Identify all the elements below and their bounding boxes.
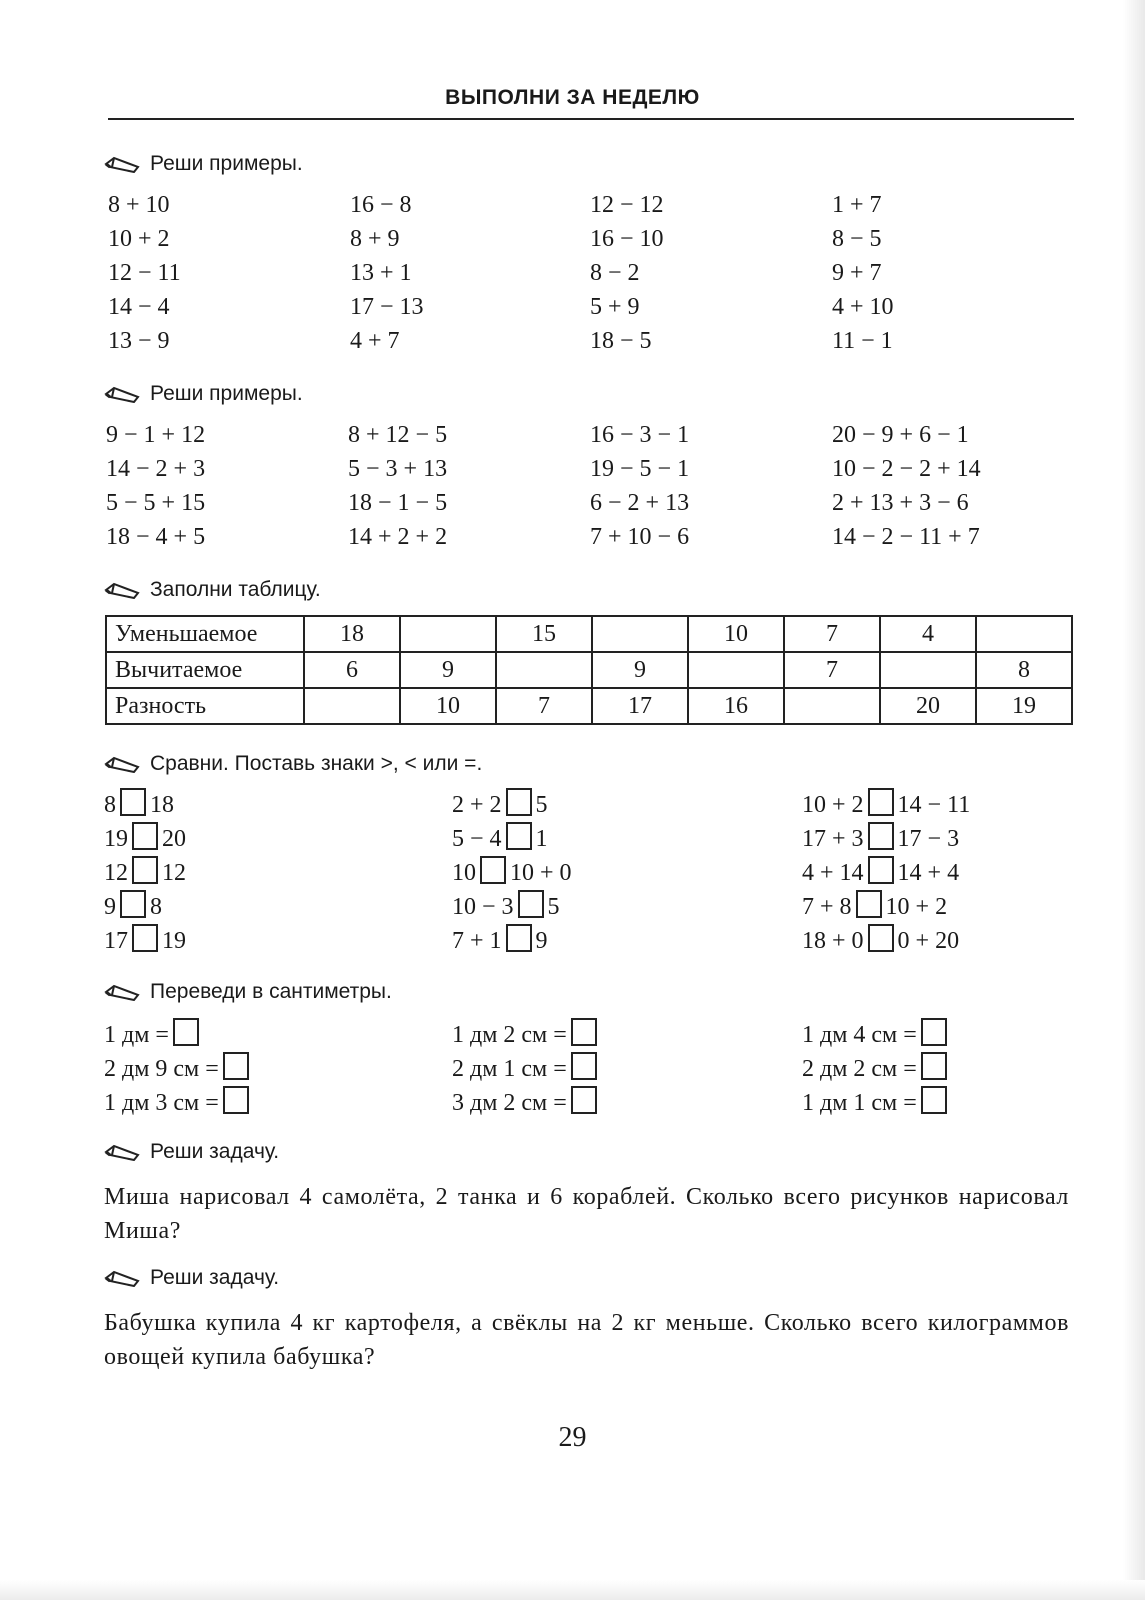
table-cell: 9: [592, 652, 688, 688]
example: 2 + 13 + 3 − 6: [832, 490, 969, 516]
answer-box[interactable]: [868, 822, 894, 850]
task1-title: Реши примеры.: [150, 152, 303, 175]
answer-box[interactable]: [132, 924, 158, 952]
task4-title: Сравни. Поставь знаки >, < или =.: [150, 752, 483, 775]
table-cell: 19: [976, 688, 1072, 724]
page-number: 29: [558, 1422, 587, 1453]
table-cell: [592, 616, 688, 652]
answer-box[interactable]: [223, 1052, 249, 1080]
example: 11 − 1: [832, 328, 893, 354]
page-bottom-shadow: [0, 1580, 1145, 1600]
example: 7 + 10 − 6: [590, 524, 690, 550]
answer-box[interactable]: [856, 890, 882, 918]
comparison: 7 + 8 10 + 2: [802, 890, 947, 921]
comparison: 17 19: [104, 924, 186, 955]
table-cell: [784, 688, 880, 724]
task6-problem-text: Миша нарисовал 4 самолёта, 2 танка и 6 кораблей. Сколько всего рисунков нарисовал Миша?: [104, 1184, 1069, 1244]
example: 16 − 8: [350, 192, 412, 218]
example: 5 − 5 + 15: [106, 490, 206, 516]
table-cell: 10: [400, 688, 496, 724]
answer-box[interactable]: [921, 1086, 947, 1114]
conversion: 1 дм 2 см =: [452, 1018, 601, 1049]
answer-box[interactable]: [173, 1018, 199, 1046]
table-row: [106, 616, 1072, 652]
table-cell: [880, 652, 976, 688]
pencil-icon: [104, 155, 142, 173]
task3-title: Заполни таблицу.: [150, 578, 321, 601]
answer-box[interactable]: [921, 1018, 947, 1046]
answer-box[interactable]: [921, 1052, 947, 1080]
example: 16 − 10: [590, 226, 664, 252]
example: 10 + 2: [108, 226, 170, 252]
answer-box[interactable]: [571, 1052, 597, 1080]
comparison: 8 18: [104, 788, 174, 819]
example: 14 − 4: [108, 294, 170, 320]
answer-box[interactable]: [506, 822, 532, 850]
example: 4 + 7: [350, 328, 400, 354]
conversion: 1 дм 4 см =: [802, 1018, 951, 1049]
example: 14 − 2 − 11 + 7: [832, 524, 980, 550]
comparison: 4 + 14 14 + 4: [802, 856, 959, 887]
table-cell: 7: [784, 652, 880, 688]
table-cell: 8: [976, 652, 1072, 688]
comparison: 10 − 3 5: [452, 890, 560, 921]
comparison: 7 + 1 9: [452, 924, 548, 955]
task7-heading: [104, 1266, 279, 1290]
task6-heading: [104, 1140, 279, 1164]
answer-box[interactable]: [518, 890, 544, 918]
task6-title: Реши задачу.: [150, 1140, 280, 1163]
table-cell: [304, 688, 400, 724]
conversion: 1 дм 1 см =: [802, 1086, 951, 1117]
conversion: 2 дм 1 см =: [452, 1052, 601, 1083]
answer-box[interactable]: [506, 788, 532, 816]
table-cell: [688, 652, 784, 688]
answer-box[interactable]: [480, 856, 506, 884]
answer-box[interactable]: [506, 924, 532, 952]
task5-heading: [104, 980, 392, 1004]
example: 13 + 1: [350, 260, 412, 286]
task5-title: Переведи в сантиметры.: [150, 980, 392, 1003]
row-label: Вычитаемое: [106, 652, 304, 688]
answer-box[interactable]: [132, 856, 158, 884]
pencil-icon: [104, 581, 142, 599]
page-edge-shadow: [1123, 0, 1145, 1600]
example: 6 − 2 + 13: [590, 490, 690, 516]
conversion: 2 дм 2 см =: [802, 1052, 951, 1083]
task2-heading: [104, 382, 303, 406]
example: 8 − 5: [832, 226, 882, 252]
example: 16 − 3 − 1: [590, 422, 690, 448]
task7-problem-text: Бабушка купила 4 кг картофеля, а свёклы на 2 кг меньше. Сколько всего килограммов овощей купила бабушка?: [104, 1310, 1069, 1370]
table-row: [106, 688, 1072, 724]
example: 1 + 7: [832, 192, 882, 218]
comparison: 12 12: [104, 856, 186, 887]
comparison: 10 + 2 14 − 11: [802, 788, 970, 819]
example: 18 − 1 − 5: [348, 490, 448, 516]
pencil-icon: [104, 385, 142, 403]
comparison: 5 − 4 1: [452, 822, 548, 853]
example: 9 − 1 + 12: [106, 422, 206, 448]
table-cell: [400, 616, 496, 652]
table-cell: [976, 616, 1072, 652]
answer-box[interactable]: [571, 1018, 597, 1046]
pencil-icon: [104, 983, 142, 1001]
answer-box[interactable]: [132, 822, 158, 850]
example: 20 − 9 + 6 − 1: [832, 422, 969, 448]
comparison: 2 + 2 5: [452, 788, 548, 819]
table-row: [106, 652, 1072, 688]
comparison: 9 8: [104, 890, 162, 921]
pencil-icon: [104, 1269, 142, 1287]
example: 5 − 3 + 13: [348, 456, 448, 482]
answer-box[interactable]: [868, 924, 894, 952]
task3-heading: [104, 578, 321, 602]
example: 10 − 2 − 2 + 14: [832, 456, 981, 482]
comparison: 10 10 + 0: [452, 856, 572, 887]
comparison: 17 + 3 17 − 3: [802, 822, 959, 853]
answer-box[interactable]: [120, 890, 146, 918]
conversion: 2 дм 9 см =: [104, 1052, 253, 1083]
example: 18 − 4 + 5: [106, 524, 206, 550]
answer-box[interactable]: [868, 856, 894, 884]
row-label: Разность: [106, 688, 304, 724]
header-rule: [108, 118, 1074, 120]
example: 4 + 10: [832, 294, 894, 320]
answer-box[interactable]: [120, 788, 146, 816]
example: 12 − 12: [590, 192, 664, 218]
example: 8 + 10: [108, 192, 170, 218]
example: 14 − 2 + 3: [106, 456, 206, 482]
example: 12 − 11: [108, 260, 181, 286]
table-cell: 9: [400, 652, 496, 688]
example: 8 + 9: [350, 226, 400, 252]
pencil-icon: [104, 1143, 142, 1161]
example: 8 + 12 − 5: [348, 422, 448, 448]
example: 18 − 5: [590, 328, 652, 354]
answer-box[interactable]: [571, 1086, 597, 1114]
answer-box[interactable]: [868, 788, 894, 816]
task4-heading: [104, 752, 482, 776]
table-cell: [496, 652, 592, 688]
table-cell: 10: [688, 616, 784, 652]
page-header: ВЫПОЛНИ ЗА НЕДЕЛЮ: [445, 86, 700, 109]
example: 8 − 2: [590, 260, 640, 286]
comparison: 19 20: [104, 822, 186, 853]
example: 19 − 5 − 1: [590, 456, 690, 482]
example: 9 + 7: [832, 260, 882, 286]
conversion: 3 дм 2 см =: [452, 1086, 601, 1117]
comparison: 18 + 0 0 + 20: [802, 924, 959, 955]
example: 5 + 9: [590, 294, 640, 320]
table-cell: 6: [304, 652, 400, 688]
task7-title: Реши задачу.: [150, 1266, 280, 1289]
table-cell: 15: [496, 616, 592, 652]
example: 13 − 9: [108, 328, 170, 354]
table-cell: 4: [880, 616, 976, 652]
table-cell: 16: [688, 688, 784, 724]
conversion: 1 дм =: [104, 1018, 203, 1049]
example: 17 − 13: [350, 294, 424, 320]
task1-heading: [104, 152, 303, 176]
table-cell: 17: [592, 688, 688, 724]
answer-box[interactable]: [223, 1086, 249, 1114]
table-cell: 18: [304, 616, 400, 652]
conversion: 1 дм 3 см =: [104, 1086, 253, 1117]
row-label: Уменьшаемое: [106, 616, 304, 652]
task2-title: Реши примеры.: [150, 382, 303, 405]
table-cell: 7: [496, 688, 592, 724]
subtraction-table: [105, 615, 1073, 725]
example: 14 + 2 + 2: [348, 524, 448, 550]
pencil-icon: [104, 755, 142, 773]
table-cell: 7: [784, 616, 880, 652]
table-cell: 20: [880, 688, 976, 724]
